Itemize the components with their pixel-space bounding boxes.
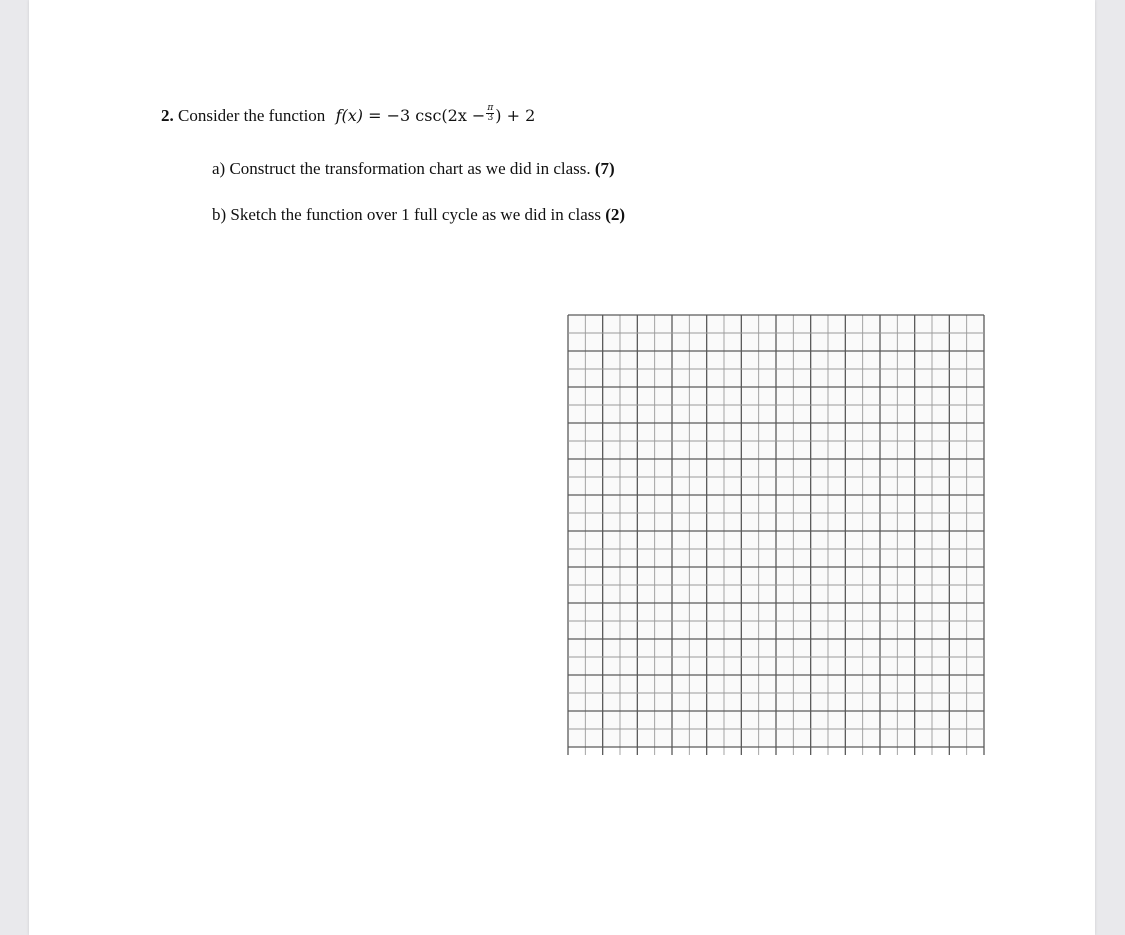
document-page xyxy=(29,0,1095,935)
question-intro: Consider the function xyxy=(178,106,326,125)
part-b-points: (2) xyxy=(605,205,626,224)
function-rhs-end: ) + 2 xyxy=(495,106,536,125)
question-2 xyxy=(161,103,536,126)
fraction-denominator: 3 xyxy=(487,113,494,123)
part-a-points: (7) xyxy=(594,159,615,178)
function-equals: = xyxy=(368,106,382,125)
function-lhs: f(x) xyxy=(335,106,363,125)
part-b xyxy=(212,205,625,225)
part-a-text: a) Construct the transformation chart as we did in class. xyxy=(212,159,591,178)
fraction-numerator: π xyxy=(487,103,494,113)
part-a xyxy=(212,159,615,179)
function-rhs-start: −3 csc(2x − xyxy=(386,106,486,125)
function-expression xyxy=(335,103,536,125)
pi-over-3-fraction xyxy=(486,104,494,123)
question-number: 2. xyxy=(161,106,174,125)
part-b-text: b) Sketch the function over 1 full cycle as we did in class xyxy=(212,205,601,224)
graph-paper-grid[interactable] xyxy=(566,313,986,755)
